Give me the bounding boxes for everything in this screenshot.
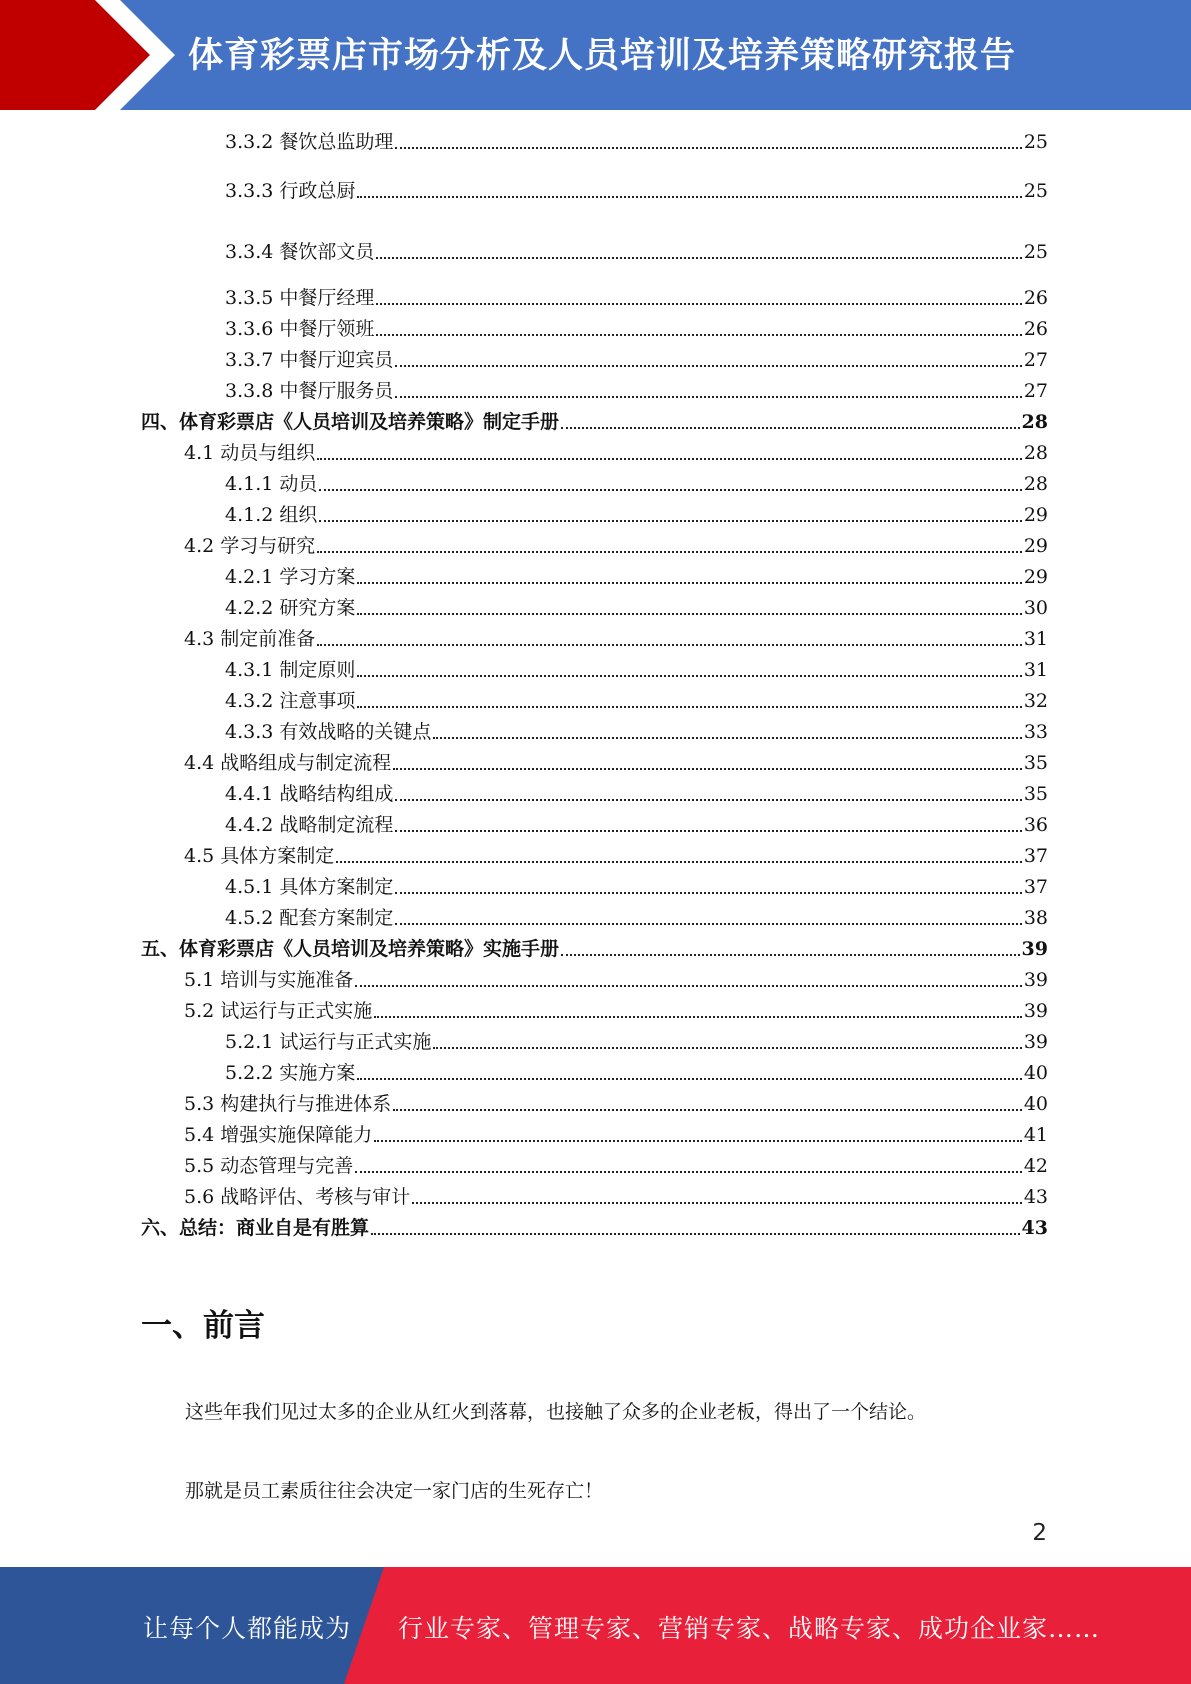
toc-entry[interactable] [225, 1059, 1048, 1087]
toc-entry-page: 28 [1023, 442, 1048, 464]
toc-entry-page: 28 [1021, 411, 1048, 433]
toc-entry[interactable] [184, 439, 1048, 467]
toc-entry[interactable] [184, 1090, 1048, 1118]
toc-entry-page: 41 [1023, 1124, 1048, 1146]
toc-entry-page: 39 [1023, 1000, 1048, 1022]
toc-dot-leader [412, 1202, 1022, 1204]
toc-entry-label: 3.3.5 中餐厅经理 [225, 287, 375, 309]
toc-entry-page: 32 [1023, 690, 1048, 712]
toc-entry-label: 4.4.2 战略制定流程 [225, 814, 394, 836]
toc-dot-leader [319, 520, 1021, 522]
toc-entry[interactable] [184, 966, 1048, 994]
toc-entry-label: 4.2 学习与研究 [184, 535, 316, 557]
toc-entry-label: 3.3.7 中餐厅迎宾员 [225, 349, 394, 371]
toc-entry-page: 37 [1023, 845, 1048, 867]
toc-dot-leader [395, 892, 1021, 894]
toc-dot-leader [376, 334, 1021, 336]
toc-dot-leader [395, 147, 1021, 149]
toc-entry[interactable] [225, 377, 1048, 405]
toc-dot-leader [319, 489, 1021, 491]
toc-dot-leader [395, 365, 1021, 367]
toc-entry-page: 33 [1023, 721, 1048, 743]
toc-dot-leader [371, 1233, 1020, 1235]
toc-dot-leader [376, 257, 1021, 259]
toc-entry[interactable] [141, 935, 1048, 963]
toc-entry[interactable] [184, 1183, 1048, 1211]
page-header [0, 0, 1191, 110]
toc-entry-page: 27 [1023, 380, 1048, 402]
toc-entry-page: 28 [1023, 473, 1048, 495]
toc-entry[interactable] [225, 718, 1048, 746]
toc-dot-leader [393, 768, 1022, 770]
toc-entry[interactable] [184, 1121, 1048, 1149]
toc-dot-leader [561, 427, 1020, 429]
toc-entry-page: 30 [1023, 597, 1048, 619]
toc-entry-page: 29 [1023, 535, 1048, 557]
toc-entry[interactable] [225, 687, 1048, 715]
toc-entry-page: 35 [1023, 783, 1048, 805]
toc-entry-label: 4.4.1 战略结构组成 [225, 783, 394, 805]
toc-entry[interactable] [225, 238, 1048, 266]
toc-dot-leader [355, 1171, 1022, 1173]
paragraph-2: 那就是员工素质往往会决定一家门店的生死存亡！ [185, 1480, 604, 1502]
toc-dot-leader [317, 551, 1022, 553]
toc-entry-label: 4.3.2 注意事项 [225, 690, 356, 712]
toc-entry-page: 29 [1023, 566, 1048, 588]
toc-entry-page: 26 [1023, 287, 1048, 309]
toc-dot-leader [395, 830, 1021, 832]
toc-entry[interactable] [225, 346, 1048, 374]
toc-entry[interactable] [225, 780, 1048, 808]
toc-entry-page: 40 [1023, 1062, 1048, 1084]
toc-entry-label: 六、总结：商业自是有胜算 [141, 1217, 370, 1239]
toc-dot-leader [393, 1109, 1022, 1111]
toc-entry-page: 37 [1023, 876, 1048, 898]
page-number: 2 [1032, 1520, 1047, 1546]
toc-entry[interactable] [225, 128, 1048, 156]
toc-entry[interactable] [225, 315, 1048, 343]
toc-entry-label: 3.3.6 中餐厅领班 [225, 318, 375, 340]
toc-entry-label: 4.5.2 配套方案制定 [225, 907, 394, 929]
toc-entry[interactable] [184, 1152, 1048, 1180]
toc-entry-label: 4.1.1 动员 [225, 473, 318, 495]
toc-entry[interactable] [184, 749, 1048, 777]
toc-entry-page: 39 [1021, 938, 1048, 960]
toc-dot-leader [357, 675, 1021, 677]
toc-entry[interactable] [225, 284, 1048, 312]
toc-entry-label: 5.2.2 实施方案 [225, 1062, 356, 1084]
toc-dot-leader [395, 799, 1021, 801]
toc-entry-page: 43 [1023, 1186, 1048, 1208]
toc-entry-page: 31 [1023, 659, 1048, 681]
toc-entry[interactable] [225, 563, 1048, 591]
toc-entry-page: 35 [1023, 752, 1048, 774]
toc-dot-leader [357, 706, 1021, 708]
toc-entry[interactable] [141, 408, 1048, 436]
toc-dot-leader [433, 1047, 1021, 1049]
toc-entry-label: 4.3.1 制定原则 [225, 659, 356, 681]
toc-entry[interactable] [225, 501, 1048, 529]
toc-entry-page: 25 [1023, 131, 1048, 153]
report-title: 体育彩票店市场分析及人员培训及培养策略研究报告 [188, 36, 1017, 76]
toc-dot-leader [357, 196, 1021, 198]
toc-dot-leader [374, 1016, 1022, 1018]
toc-dot-leader [374, 1140, 1022, 1142]
toc-entry-label: 4.3.3 有效战略的关键点 [225, 721, 432, 743]
toc-entry[interactable] [184, 997, 1048, 1025]
toc-entry-label: 4.1.2 组织 [225, 504, 318, 526]
toc-dot-leader [357, 613, 1021, 615]
toc-entry-page: 27 [1023, 349, 1048, 371]
toc-entry-page: 31 [1023, 628, 1048, 650]
toc-entry-label: 4.4 战略组成与制定流程 [184, 752, 392, 774]
toc-dot-leader [355, 985, 1022, 987]
toc-entry-page: 40 [1023, 1093, 1048, 1115]
toc-entry-label: 5.4 增强实施保障能力 [184, 1124, 373, 1146]
toc-entry-label: 5.2 试运行与正式实施 [184, 1000, 373, 1022]
toc-dot-leader [357, 1078, 1021, 1080]
toc-entry-page: 42 [1023, 1155, 1048, 1177]
page-footer [0, 1567, 1191, 1684]
toc-entry[interactable] [225, 873, 1048, 901]
toc-entry-label: 4.1 动员与组织 [184, 442, 316, 464]
toc-entry-label: 4.5.1 具体方案制定 [225, 876, 394, 898]
toc-entry-page: 29 [1023, 504, 1048, 526]
toc-entry-page: 39 [1023, 969, 1048, 991]
toc-entry-label: 4.2.2 研究方案 [225, 597, 356, 619]
footer-slogan-left: 让每个人都能成为 [143, 1614, 352, 1643]
toc-entry-label: 四、体育彩票店《人员培训及培养策略》制定手册 [141, 411, 560, 433]
paragraph-1: 这些年我们见过太多的企业从红火到落幕，也接触了众多的企业老板，得出了一个结论。 [185, 1401, 927, 1423]
toc-dot-leader [395, 923, 1021, 925]
toc-entry-page: 38 [1023, 907, 1048, 929]
toc-dot-leader [317, 644, 1022, 646]
toc-entry-label: 3.3.4 餐饮部文员 [225, 241, 375, 263]
toc-entry-page: 43 [1021, 1217, 1048, 1239]
toc-entry[interactable] [225, 904, 1048, 932]
toc-entry[interactable] [141, 1214, 1048, 1242]
toc-dot-leader [395, 396, 1021, 398]
toc-entry-label: 5.6 战略评估、考核与审计 [184, 1186, 411, 1208]
toc-entry-label: 3.3.2 餐饮总监助理 [225, 131, 394, 153]
section-heading: 一、前言 [141, 1308, 265, 1344]
toc-entry[interactable] [184, 625, 1048, 653]
toc-entry-label: 5.2.1 试运行与正式实施 [225, 1031, 432, 1053]
toc-entry[interactable] [225, 1028, 1048, 1056]
toc-entry-label: 5.3 构建执行与推进体系 [184, 1093, 392, 1115]
toc-entry-label: 3.3.8 中餐厅服务员 [225, 380, 394, 402]
toc-entry-page: 25 [1023, 180, 1048, 202]
toc-entry-page: 36 [1023, 814, 1048, 836]
toc-entry-label: 五、体育彩票店《人员培训及培养策略》实施手册 [141, 938, 560, 960]
toc-entry-label: 5.1 培训与实施准备 [184, 969, 354, 991]
toc-entry-page: 25 [1023, 241, 1048, 263]
toc-entry-page: 39 [1023, 1031, 1048, 1053]
toc-entry-label: 4.2.1 学习方案 [225, 566, 356, 588]
toc-entry-label: 3.3.3 行政总厨 [225, 180, 356, 202]
toc-entry-label: 5.5 动态管理与完善 [184, 1155, 354, 1177]
toc-dot-leader [433, 737, 1021, 739]
toc-entry-label: 4.3 制定前准备 [184, 628, 316, 650]
toc-dot-leader [376, 303, 1021, 305]
toc-entry[interactable] [225, 594, 1048, 622]
toc-entry-label: 4.5 具体方案制定 [184, 845, 335, 867]
toc-entry[interactable] [225, 656, 1048, 684]
footer-slogan-right: 行业专家、管理专家、营销专家、战略专家、成功企业家…… [398, 1614, 1101, 1643]
toc-dot-leader [357, 582, 1021, 584]
toc-dot-leader [336, 861, 1022, 863]
toc-entry[interactable] [225, 811, 1048, 839]
toc-dot-leader [561, 954, 1020, 956]
toc-entry[interactable] [225, 177, 1048, 205]
toc-entry[interactable] [184, 532, 1048, 560]
toc-entry[interactable] [225, 470, 1048, 498]
toc-entry[interactable] [184, 842, 1048, 870]
toc-entry-page: 26 [1023, 318, 1048, 340]
toc-dot-leader [317, 458, 1022, 460]
